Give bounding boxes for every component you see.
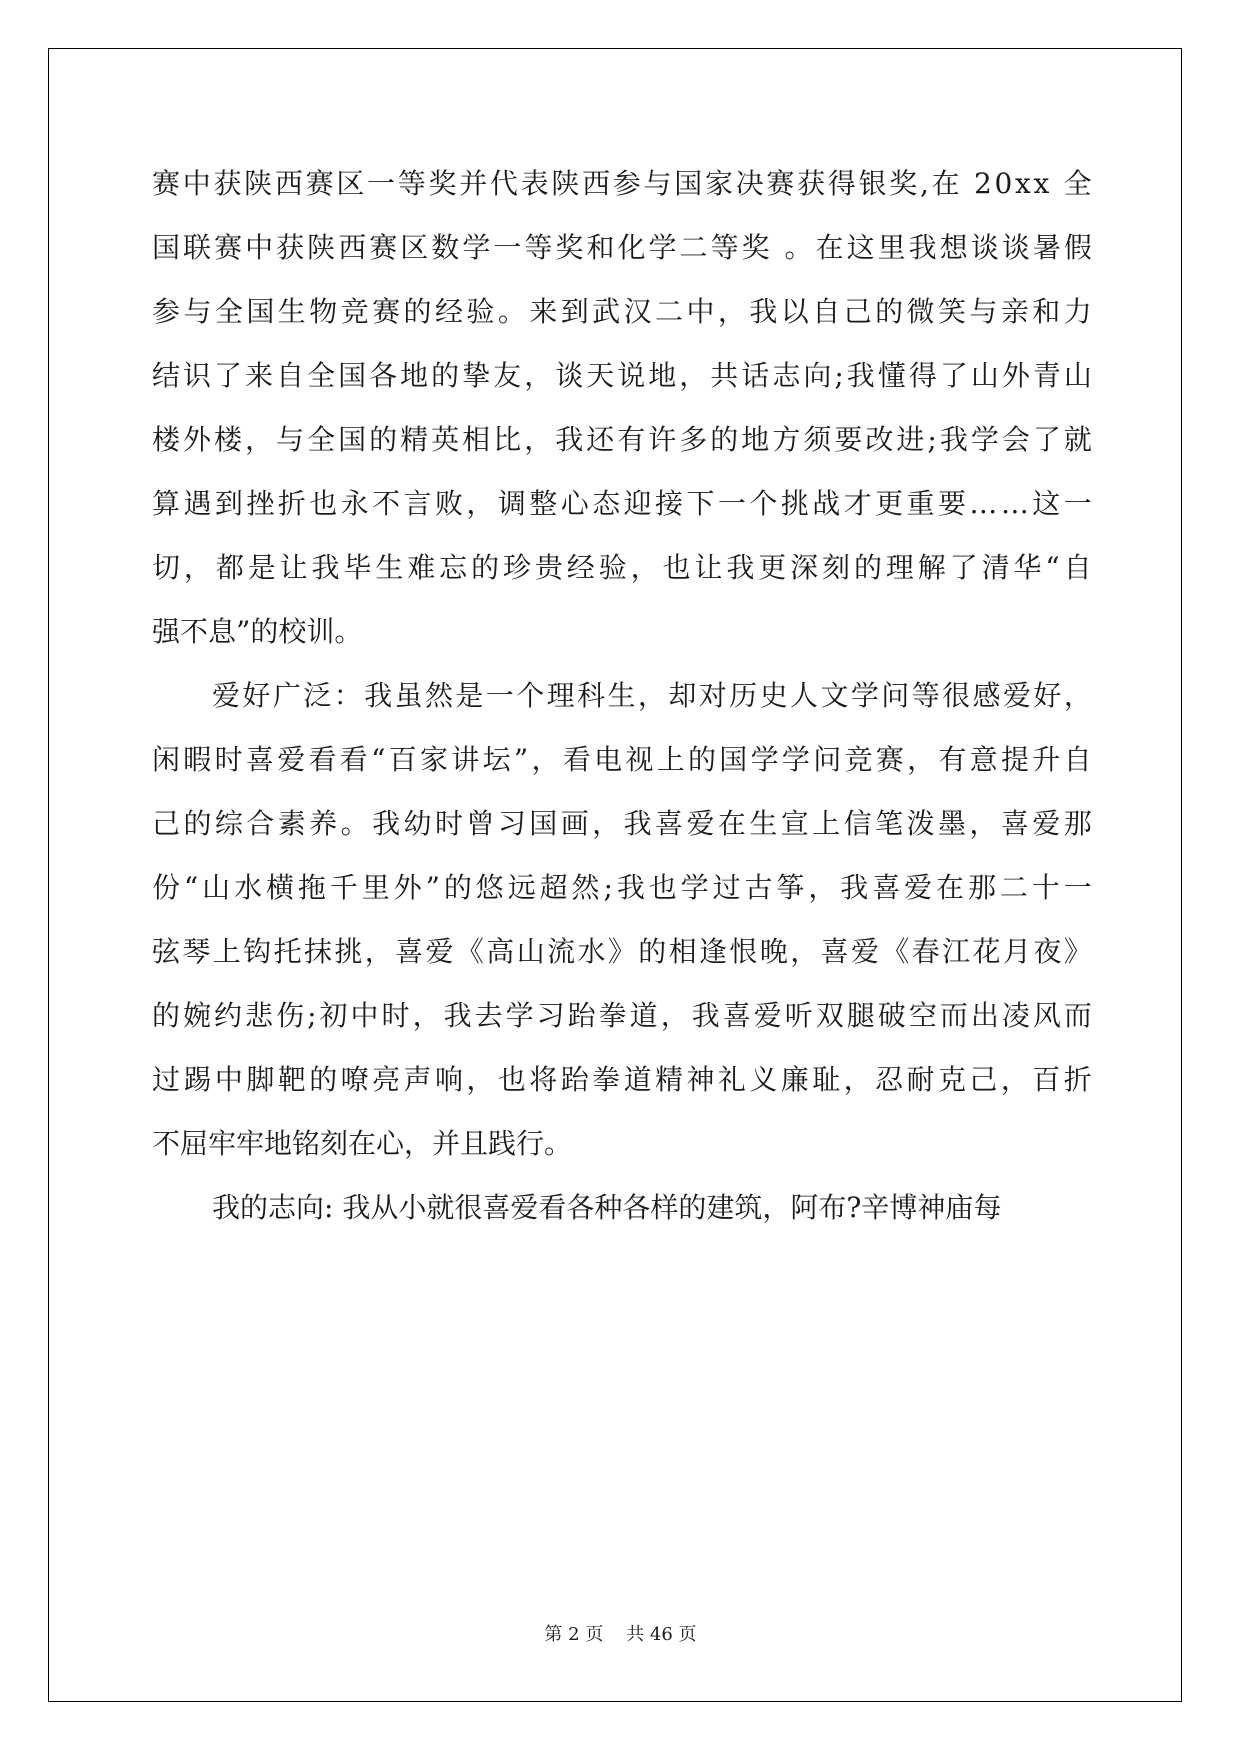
text-line: 爱好广泛：我虽然是一个理科生，却对历史人文学问等很感爱好， <box>212 679 1092 712</box>
text-line: 弦琴上钩托抹挑，喜爱《高山流水》的相逢恨晚，喜爱《春江花月夜》 <box>152 935 1092 968</box>
text-line: 过踢中脚靶的嘹亮声响，也将跆拳道精神礼义廉耻，忍耐克己，百折 <box>152 1063 1092 1096</box>
text-line: 国联赛中获陕西赛区数学一等奖和化学二等奖 。在这里我想谈谈暑假 <box>152 231 1092 264</box>
text-line: 的婉约悲伤;初中时，我去学习跆拳道，我喜爱听双腿破空而出凌风而 <box>152 999 1092 1032</box>
text-line: 参与全国生物竞赛的经验。来到武汉二中，我以自己的微笑与亲和力 <box>152 295 1092 328</box>
text-line: 切，都是让我毕生难忘的珍贵经验，也让我更深刻的理解了清华“自 <box>152 551 1092 584</box>
text-line: 我的志向: 我从小就很喜爱看各种各样的建筑，阿布?辛博神庙每 <box>212 1191 1002 1224</box>
text-line: 强不息”的校训。 <box>152 615 363 648</box>
page-footer: 第 2 页 共 46 页 <box>544 1624 697 1645</box>
text-line: 赛中获陕西赛区一等奖并代表陕西参与国家决赛获得银奖,在 20xx 全 <box>152 167 1092 200</box>
document-body <box>152 152 1092 1240</box>
text-line: 闲暇时喜爱看看“百家讲坛”，看电视上的国学学问竞赛，有意提升自 <box>152 743 1092 776</box>
text-line: 份“山水横拖千里外”的悠远超然;我也学过古筝，我喜爱在那二十一 <box>152 871 1092 904</box>
text-line: 算遇到挫折也永不言败，调整心态迎接下一个挑战才更重要……这一 <box>152 487 1092 520</box>
text-line: 楼外楼，与全国的精英相比，我还有许多的地方须要改进;我学会了就 <box>152 423 1092 456</box>
text-line: 己的综合素养。我幼时曾习国画，我喜爱在生宣上信笔泼墨，喜爱那 <box>152 807 1092 840</box>
text-line: 结识了来自全国各地的挚友，谈天说地，共话志向;我懂得了山外青山 <box>152 359 1092 392</box>
text-line: 不屈牢牢地铭刻在心，并且践行。 <box>152 1127 573 1160</box>
